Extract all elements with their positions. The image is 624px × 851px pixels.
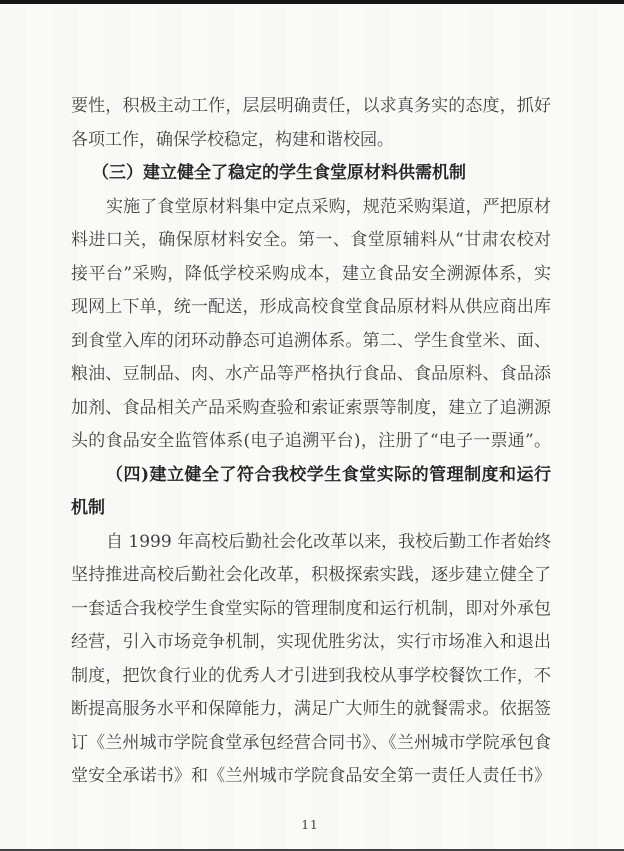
- text-line: 要性，积极主动工作，层层明确责任，以求真务实的态度，抓好: [71, 96, 551, 116]
- page-number: 11: [301, 818, 319, 832]
- text-line: 现网上下单，统一配送，形成高校食堂食品原材料从供应商出库: [71, 297, 551, 317]
- text-line: 加剂、食品相关产品采购查验和索证索票等制度，建立了追溯源: [71, 397, 551, 418]
- text-line: 到食堂入库的闭环动静态可追溯体系。第二、学生食堂米、面、: [71, 330, 551, 351]
- text-line: 接平台”采购，降低学校采购成本，建立食品安全溯源体系，实: [71, 263, 551, 284]
- text-line: 断提高服务水平和保障能力，满足广大师生的就餐需求。依据签: [71, 699, 551, 719]
- text-line: 堂安全承诺书》和《兰州城市学院食品安全第一责任人责任书》: [71, 766, 551, 786]
- scan-edge-top: [0, 0, 624, 4]
- text-line: 头的食品安全监管体系(电子追溯平台)，注册了“电子一票通”。: [71, 431, 551, 451]
- section-heading: 机制: [71, 498, 105, 518]
- text-line: 料进口关，确保原材料安全。第一、食堂原辅料从“甘肃农校对: [71, 230, 551, 250]
- text-line: 经营，引入市场竞争机制，实现优胜劣汰，实行市场准入和退出: [71, 632, 551, 652]
- text-line: 各项工作，确保学校稳定，构建和谐校园。: [71, 129, 394, 150]
- text-line: 一套适合我校学生食堂实际的管理制度和运行机制，即对外承包: [71, 598, 551, 619]
- document-body: [71, 90, 551, 794]
- text-line: 粮油、豆制品、肉、水产品等严格执行食品、食品原料、食品添: [71, 364, 551, 384]
- section-heading: （三）建立健全了稳定的学生食堂原材料供需机制: [92, 163, 466, 183]
- text-line: 自 1999 年高校后勤社会化改革以来，我校后勤工作者始终: [106, 531, 552, 552]
- text-line: 订《兰州城市学院食堂承包经营合同书》、《兰州城市学院承包食: [71, 732, 551, 753]
- section-heading: （四)建立健全了符合我校学生食堂实际的管理制度和运行: [106, 464, 551, 485]
- text-line: 坚持推进高校后勤社会化改革，积极探索实践，逐步建立健全了: [71, 565, 551, 585]
- text-line: 实施了食堂原材料集中定点采购，规范采购渠道，严把原材: [106, 196, 551, 217]
- text-line: 制度，把饮食行业的优秀人才引进到我校从事学校餐饮工作，不: [71, 665, 551, 686]
